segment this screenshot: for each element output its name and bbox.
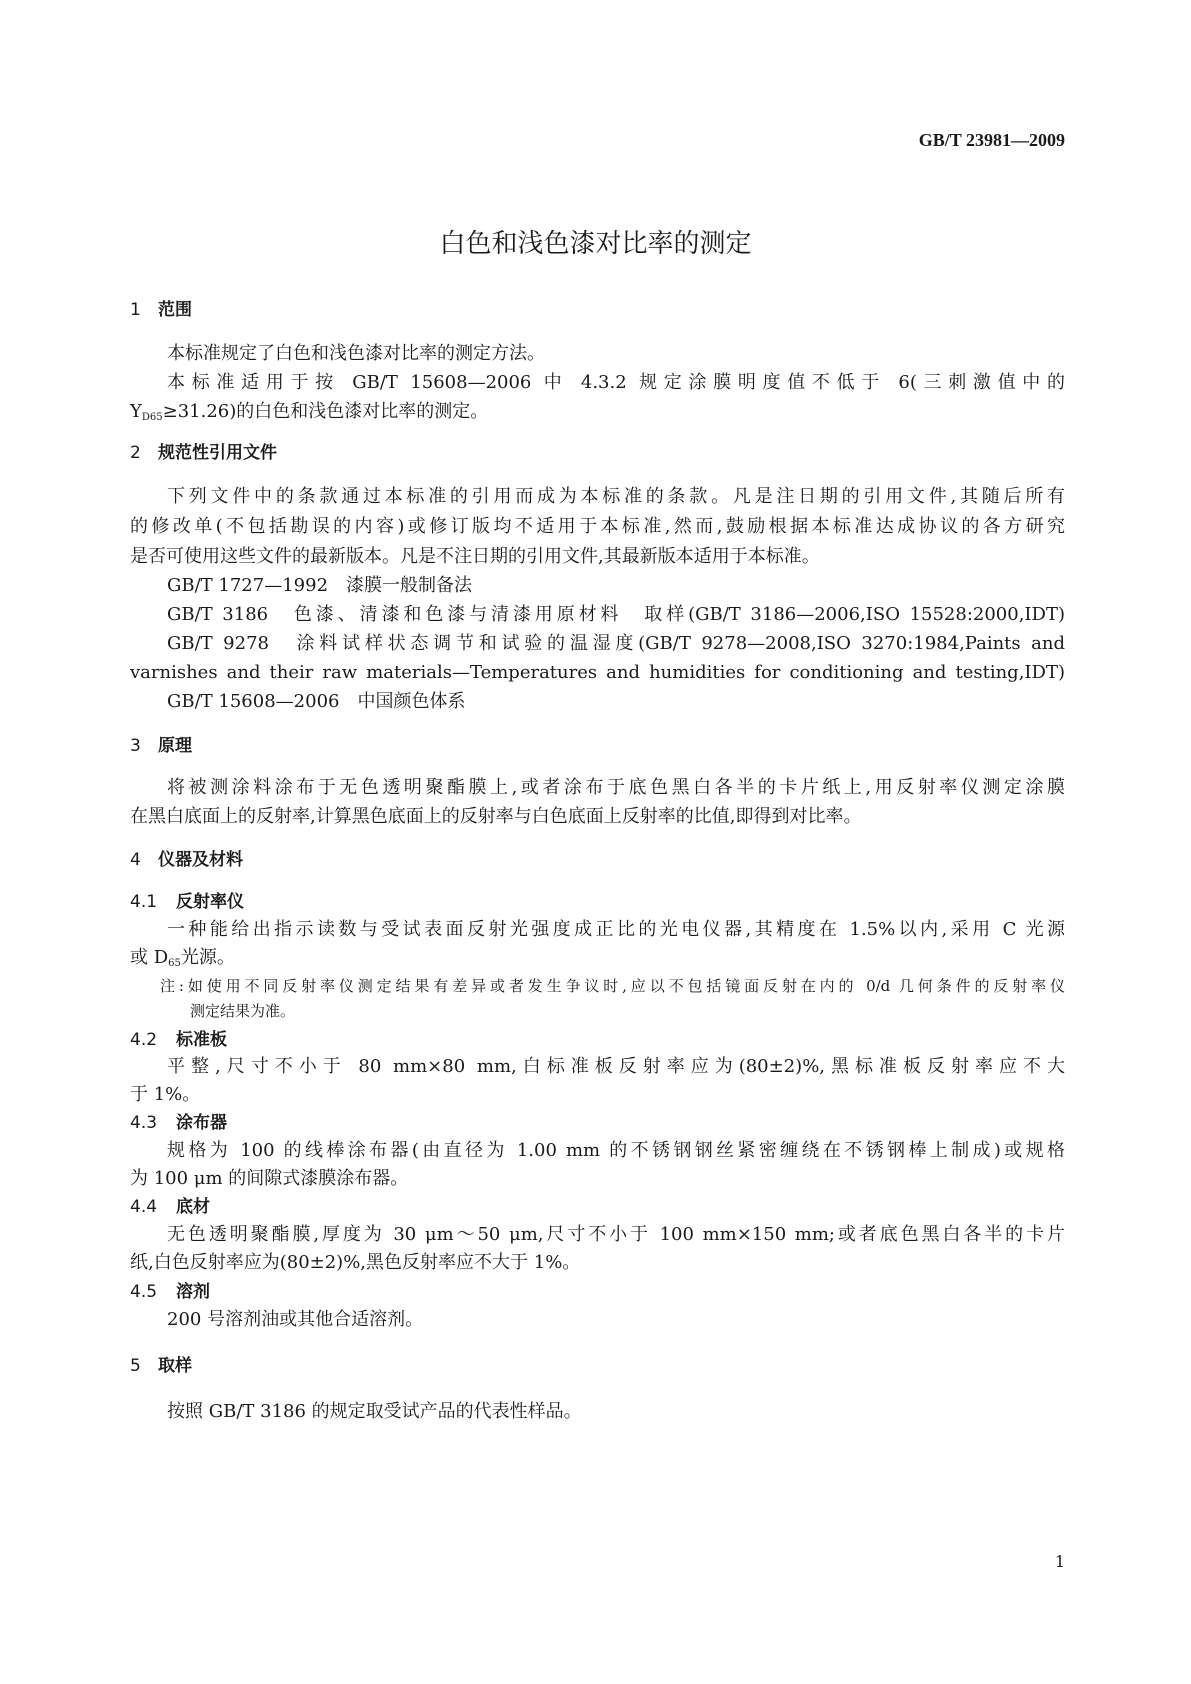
reference: varnishes and their raw materials—Temperatures and humidities for conditioning and testing,IDT) xyxy=(130,662,1065,683)
reference: GB/T 3186 色漆、清漆和色漆与清漆用原材料 取样(GB/T 3186—2006,ISO 15528:2000,IDT) xyxy=(167,604,1065,625)
paragraph: 纸,白色反射率应为(80±2)%,黑色反射率应不大于 1%。 xyxy=(130,1252,581,1273)
subsection-4-4-heading xyxy=(130,1195,210,1219)
subscript: D65 xyxy=(141,412,163,423)
paragraph: 于 1%。 xyxy=(130,1084,201,1105)
section-title: 涂布器 xyxy=(176,1113,227,1133)
section-3-heading xyxy=(130,734,192,758)
section-number: 4.5 xyxy=(130,1282,158,1302)
section-title: 底材 xyxy=(176,1197,210,1217)
section-1-heading xyxy=(130,298,192,322)
section-number: 4.3 xyxy=(130,1113,158,1133)
text: ≥31.26)的白色和浅色漆对比率的测定。 xyxy=(162,401,489,422)
section-number: 3 xyxy=(130,736,141,756)
text: 光源。 xyxy=(180,947,235,968)
paragraph: 规格为 100 的线棒涂布器(由直径为 1.00 mm 的不锈钢钢丝紧密缠绕在不锈钢棒上制成)或规格 xyxy=(167,1140,1065,1161)
paragraph: 为 100 μm 的间隙式漆膜涂布器。 xyxy=(130,1168,409,1189)
paragraph: 按照 GB/T 3186 的规定取受试产品的代表性样品。 xyxy=(167,1401,582,1422)
paragraph: 是否可使用这些文件的最新版本。凡是不注日期的引用文件,其最新版本适用于本标准。 xyxy=(130,546,820,567)
paragraph: 的修改单(不包括勘误的内容)或修订版均不适用于本标准,然而,鼓励根据本标准达成协议的各方研究 xyxy=(130,516,1065,537)
section-5-heading xyxy=(130,1354,192,1378)
subscript: 65 xyxy=(168,958,181,969)
section-title: 原理 xyxy=(158,736,192,756)
section-number: 5 xyxy=(130,1356,141,1376)
paragraph: 平整,尺寸不小于 80 mm×80 mm,白标准板反射率应为(80±2)%,黑标准板反射率应不大 xyxy=(167,1056,1065,1077)
section-4-heading xyxy=(130,848,243,872)
reference: GB/T 1727—1992 漆膜一般制备法 xyxy=(167,575,473,596)
section-title: 取样 xyxy=(158,1356,192,1376)
note: 测定结果为准。 xyxy=(190,1002,296,1020)
section-title: 规范性引用文件 xyxy=(158,443,277,463)
section-number: 4.4 xyxy=(130,1197,158,1217)
paragraph: 200 号溶剂油或其他合适溶剂。 xyxy=(167,1309,424,1330)
paragraph xyxy=(130,946,235,976)
section-number: 4.1 xyxy=(130,892,158,912)
reference: GB/T 15608—2006 中国颜色体系 xyxy=(167,691,466,712)
section-number: 4 xyxy=(130,850,141,870)
section-number: 1 xyxy=(130,300,141,320)
section-title: 溶剂 xyxy=(176,1282,210,1302)
section-title: 范围 xyxy=(158,300,192,320)
section-2-heading xyxy=(130,441,277,465)
reference: GB/T 9278 涂料试样状态调节和试验的温湿度(GB/T 9278—2008,ISO 3270:1984,Paints and xyxy=(167,633,1065,654)
paragraph: 下列文件中的条款通过本标准的引用而成为本标准的条款。凡是注日期的引用文件,其随后所有 xyxy=(167,486,1065,507)
section-title: 标准板 xyxy=(176,1030,227,1050)
section-number: 2 xyxy=(130,443,141,463)
section-title: 反射率仪 xyxy=(176,892,244,912)
page-number: 1 xyxy=(1054,1552,1065,1571)
subsection-4-3-heading xyxy=(130,1111,227,1135)
paragraph: 一种能给出指示读数与受试表面反射光强度成正比的光电仪器,其精度在 1.5%以内,采用 C 光源 xyxy=(167,919,1065,940)
subsection-4-1-heading xyxy=(130,890,244,914)
text: 或 D xyxy=(130,947,169,968)
symbol: Y xyxy=(130,401,142,422)
note: 注:如使用不同反射率仪测定结果有差异或者发生争议时,应以不包括镜面反射在内的 0/d 几何条件的反射率仪 xyxy=(160,977,1065,995)
paragraph xyxy=(130,400,488,430)
paragraph: 将被测涂料涂布于无色透明聚酯膜上,或者涂布于底色黑白各半的卡片纸上,用反射率仪测定涂膜 xyxy=(167,777,1065,798)
page-title: 白色和浅色漆对比率的测定 xyxy=(439,229,752,259)
subsection-4-2-heading xyxy=(130,1028,227,1052)
paragraph: 在黑白底面上的反射率,计算黑色底面上的反射率与白色底面上反射率的比值,即得到对比率。 xyxy=(130,806,862,827)
section-title: 仪器及材料 xyxy=(158,850,243,870)
standard-number: GB/T 23981—2009 xyxy=(918,130,1065,150)
section-number: 4.2 xyxy=(130,1030,158,1050)
paragraph: 本标准适用于按 GB/T 15608—2006 中 4.3.2 规定涂膜明度值不低于 6(三刺激值中的 xyxy=(167,372,1065,393)
paragraph: 本标准规定了白色和浅色漆对比率的测定方法。 xyxy=(167,343,545,364)
subsection-4-5-heading xyxy=(130,1280,210,1304)
paragraph: 无色透明聚酯膜,厚度为 30 μm～50 μm,尺寸不小于 100 mm×150 mm;或者底色黑白各半的卡片 xyxy=(167,1224,1065,1245)
